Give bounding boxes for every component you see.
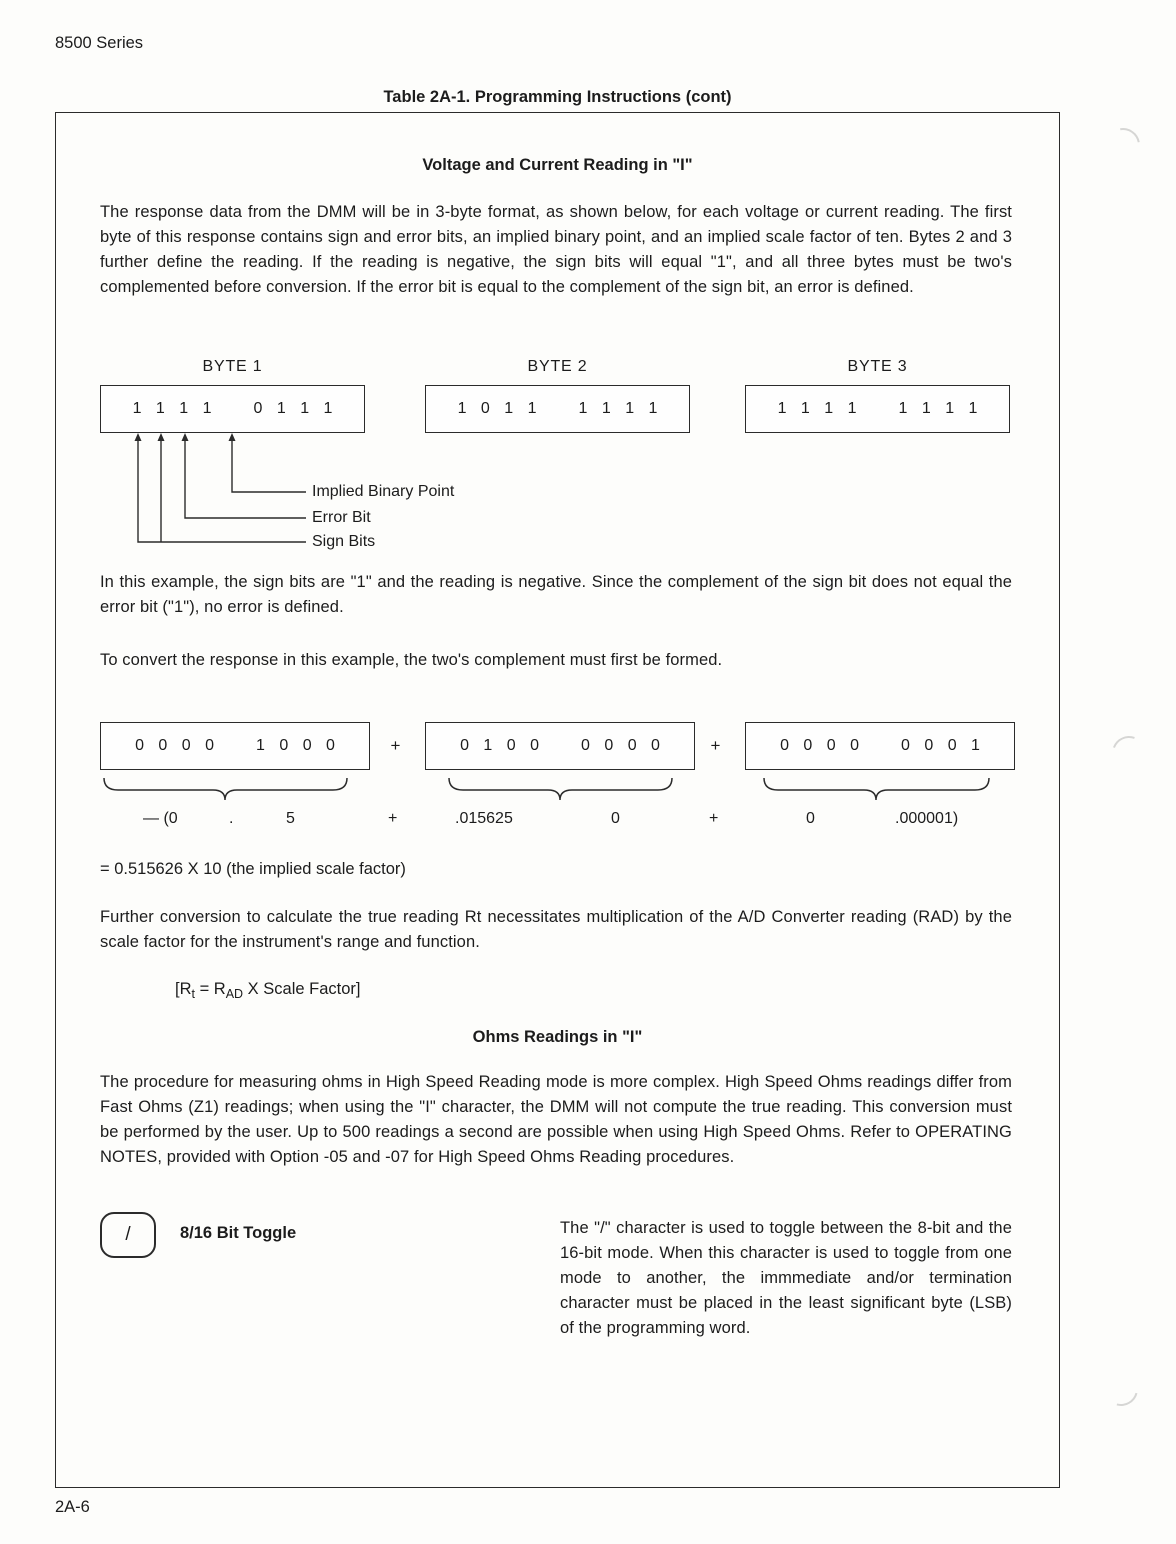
callout-leader-lines	[100, 433, 310, 547]
value-000001-close: .000001)	[895, 810, 959, 827]
complement3-bits-low: 0 0 0 1	[901, 737, 980, 754]
callout-error-bit: Error Bit	[312, 509, 371, 526]
complement1-bits-high: 0 0 0 0	[135, 737, 214, 754]
complement-box-2	[425, 722, 695, 770]
complement2-bits-high: 0 1 0 0	[460, 737, 539, 754]
complement2-bits-low: 0 0 0 0	[581, 737, 660, 754]
toggle-key-description: The "/" character is used to toggle between the 8-bit and the 16-bit mode. When this character is used to toggle from one mode to another, the immmediate and/or termination character must be placed in the least significant byte (LSB) of the programming word.	[560, 1219, 1012, 1337]
byte2-box	[425, 385, 690, 433]
value-plus-1: +	[388, 810, 398, 827]
complement-box-1	[100, 722, 370, 770]
formula-part-2: = R	[194, 980, 226, 998]
value-half: 5	[286, 810, 295, 827]
formula-part-1: [R	[175, 980, 192, 998]
byte1-bits-low: 0 1 1 1	[253, 400, 333, 417]
byte3-label: BYTE 3	[847, 358, 908, 375]
slash-key-glyph: /	[125, 1224, 131, 1245]
scan-artifact	[1098, 1366, 1144, 1412]
value-zero-1: 0	[611, 810, 620, 827]
plus-operator-2: +	[710, 736, 721, 755]
byte1-box	[100, 385, 365, 433]
value-plus-2: +	[709, 810, 719, 827]
underbrace-2	[448, 776, 674, 802]
value-minus-open: — (0	[143, 810, 178, 827]
plus-operator-1: +	[390, 736, 401, 755]
callout-implied-binary-point: Implied Binary Point	[312, 483, 455, 500]
byte1-bits-high: 1 1 1 1	[132, 400, 212, 417]
complement3-bits-high: 0 0 0 0	[780, 737, 859, 754]
table-title: Table 2A-1. Programming Instructions (cont)	[383, 88, 732, 106]
toggle-key-label: 8/16 Bit Toggle	[180, 1224, 297, 1242]
section1-heading: Voltage and Current Reading in "I"	[422, 156, 693, 174]
series-header: 8500 Series	[55, 34, 144, 52]
byte3-box	[745, 385, 1010, 433]
scan-artifact	[1106, 730, 1151, 775]
value-015625: .015625	[455, 810, 513, 827]
section2-heading: Ohms Readings in "I"	[472, 1028, 643, 1046]
byte2-bits-high: 1 0 1 1	[457, 400, 537, 417]
value-binary-point: .	[229, 810, 234, 827]
formula-subscript-ad: AD	[225, 987, 244, 1001]
section1-paragraph-3: To convert the response in this example, the two's complement must first be formed.	[100, 651, 723, 669]
scale-formula	[175, 980, 360, 1001]
byte3-bits-high: 1 1 1 1	[777, 400, 857, 417]
section1-paragraph-1: The response data from the DMM will be in 3-byte format, as shown below, for each voltage or current reading. The first byte of this response contains sign and error bits, an implied binary point, and an implied scale factor of ten. Bytes 2 and 3 further define the reading. If the reading is negative, the sign bits will equal "1", and all three bytes must be two's complemented before conversion. If the error bit is equal to the complement of the sign bit, an error is defined.	[100, 203, 1012, 296]
section2-paragraph-1: The procedure for measuring ohms in High Speed Reading mode is more complex. High Speed Ohms readings differ from Fast Ohms (Z1) readings; when using the "I" character, the DMM will not compute the true reading. This conversion must be performed by the user. Up to 500 readings a second are possible when using High Speed Ohms. Refer to OPERATING NOTES, provided with Option -05 and -07 for High Speed Ohms Reading procedures.	[100, 1073, 1012, 1166]
section1-paragraph-2: In this example, the sign bits are "1" and the reading is negative. Since the complement of the sign bit does not equal the error bit ("1"), no error is defined.	[100, 573, 1012, 616]
slash-keycap	[100, 1212, 156, 1258]
section1-paragraph-4: Further conversion to calculate the true reading Rt necessitates multiplication of the A/D Converter reading (RAD) by the scale factor for the instrument's range and function.	[100, 908, 1012, 951]
byte2-bits-low: 1 1 1 1	[578, 400, 658, 417]
byte1-label: BYTE 1	[202, 358, 263, 375]
formula-subscript-t: t	[191, 987, 195, 1001]
complement-box-3	[745, 722, 1015, 770]
byte2-label: BYTE 2	[527, 358, 588, 375]
byte3-bits-low: 1 1 1 1	[898, 400, 978, 417]
formula-part-3: X Scale Factor]	[243, 980, 361, 998]
underbrace-3	[763, 776, 991, 802]
value-zero-2: 0	[806, 810, 815, 827]
scan-artifact	[1099, 121, 1146, 168]
callout-sign-bits: Sign Bits	[312, 533, 376, 550]
complement1-bits-low: 1 0 0 0	[256, 737, 335, 754]
underbrace-1	[103, 776, 349, 802]
scale-factor-line: = 0.515626 X 10 (the implied scale factor)	[100, 860, 406, 878]
page-number: 2A-6	[55, 1498, 90, 1516]
